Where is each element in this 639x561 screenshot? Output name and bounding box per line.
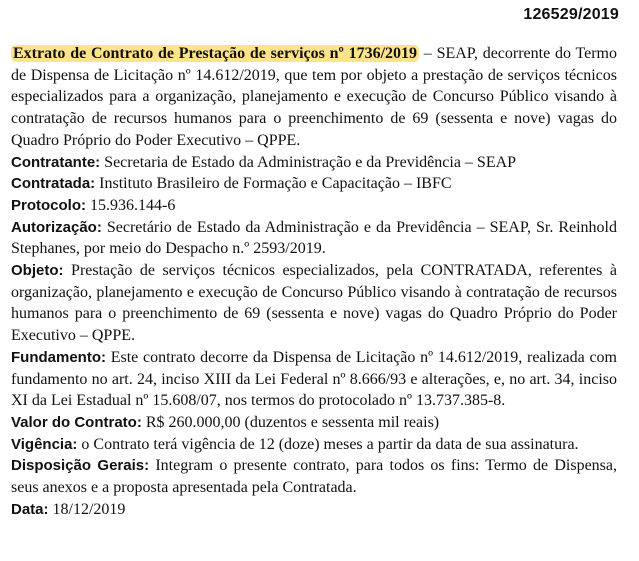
field-disposicao-gerais xyxy=(11,455,617,498)
field-value: o Contrato terá vigência de 12 (doze) meses a partir da data de sua assinatura. xyxy=(77,435,579,453)
field-value: R$ 260.000,00 (duzentos e sessenta mil reais) xyxy=(141,413,440,431)
field-label: Valor do Contrato: xyxy=(11,413,142,431)
field-label: Disposição Gerais: xyxy=(11,457,150,475)
field-protocolo xyxy=(11,195,617,217)
extract-intro-paragraph xyxy=(11,43,617,152)
field-label: Autorização: xyxy=(11,218,102,236)
field-value: Instituto Brasileiro de Formação e Capacitação – IBFC xyxy=(95,175,452,193)
field-label: Contratante: xyxy=(11,153,101,171)
field-label: Protocolo: xyxy=(11,196,86,214)
field-label: Objeto: xyxy=(11,262,64,280)
field-value: Este contrato decorre da Dispensa de Licitação nº 14.612/2019, realizada com fundamento no art. 24, inciso XIII da Lei Federal nº 8.666/93 e alterações, e, no art. 34, inciso XI da Lei Estadual nº 15.608/07, nos termos do protocolado nº 13.737.385-8. xyxy=(11,348,617,410)
extract-intro-text: – SEAP, decorrente do Termo de Dispensa de Licitação nº 14.612/2019, que tem por objeto a prestação de serviços técnicos especializados para a organização, planejamento e execução de Concurso Público visando à contratação de recursos humanos para o preenchimento de 69 (sessenta e nove) vagas do Quadro Próprio do Poder Executivo – QPPE. xyxy=(11,45,617,149)
field-value: 18/12/2019 xyxy=(48,500,126,518)
field-label: Vigência: xyxy=(11,435,78,453)
field-contratante xyxy=(11,152,617,174)
field-label: Fundamento: xyxy=(11,348,106,366)
contract-extract xyxy=(11,43,617,520)
extract-title: Extrato de Contrato de Prestação de serviços nº 1736/2019 xyxy=(13,45,418,62)
field-value: Secretaria de Estado da Administração e da Previdência – SEAP xyxy=(100,153,517,171)
field-valor-do-contrato xyxy=(11,412,617,434)
field-value: Prestação de serviços técnicos especializados, pela CONTRATADA, referentes à organização, planejamento e execução de Concurso Público visando à contratação de recursos humanos para o preenchimento de 69 (sessenta e nove) vagas do Quadro Próprio do Poder Executivo – QPPE. xyxy=(11,262,617,345)
document-id: 126529/2019 xyxy=(523,6,619,23)
field-value: Integram o presente contrato, para todos os fins: Termo de Dispensa, seus anexos e a proposta apresentada pela Contratada. xyxy=(11,457,617,497)
field-label: Contratada: xyxy=(11,175,96,193)
field-autorizacao xyxy=(11,217,617,260)
field-data xyxy=(11,499,617,521)
field-vigencia xyxy=(11,434,617,456)
field-value: 15.936.144-6 xyxy=(86,196,176,214)
field-fundamento xyxy=(11,347,617,412)
field-value: Secretário de Estado da Administração e da Previdência – SEAP, Sr. Reinhold Stephanes, por meio do Despacho n.º 2593/2019. xyxy=(11,218,617,258)
field-objeto xyxy=(11,260,617,347)
field-contratada xyxy=(11,173,617,195)
field-label: Data: xyxy=(11,500,49,518)
